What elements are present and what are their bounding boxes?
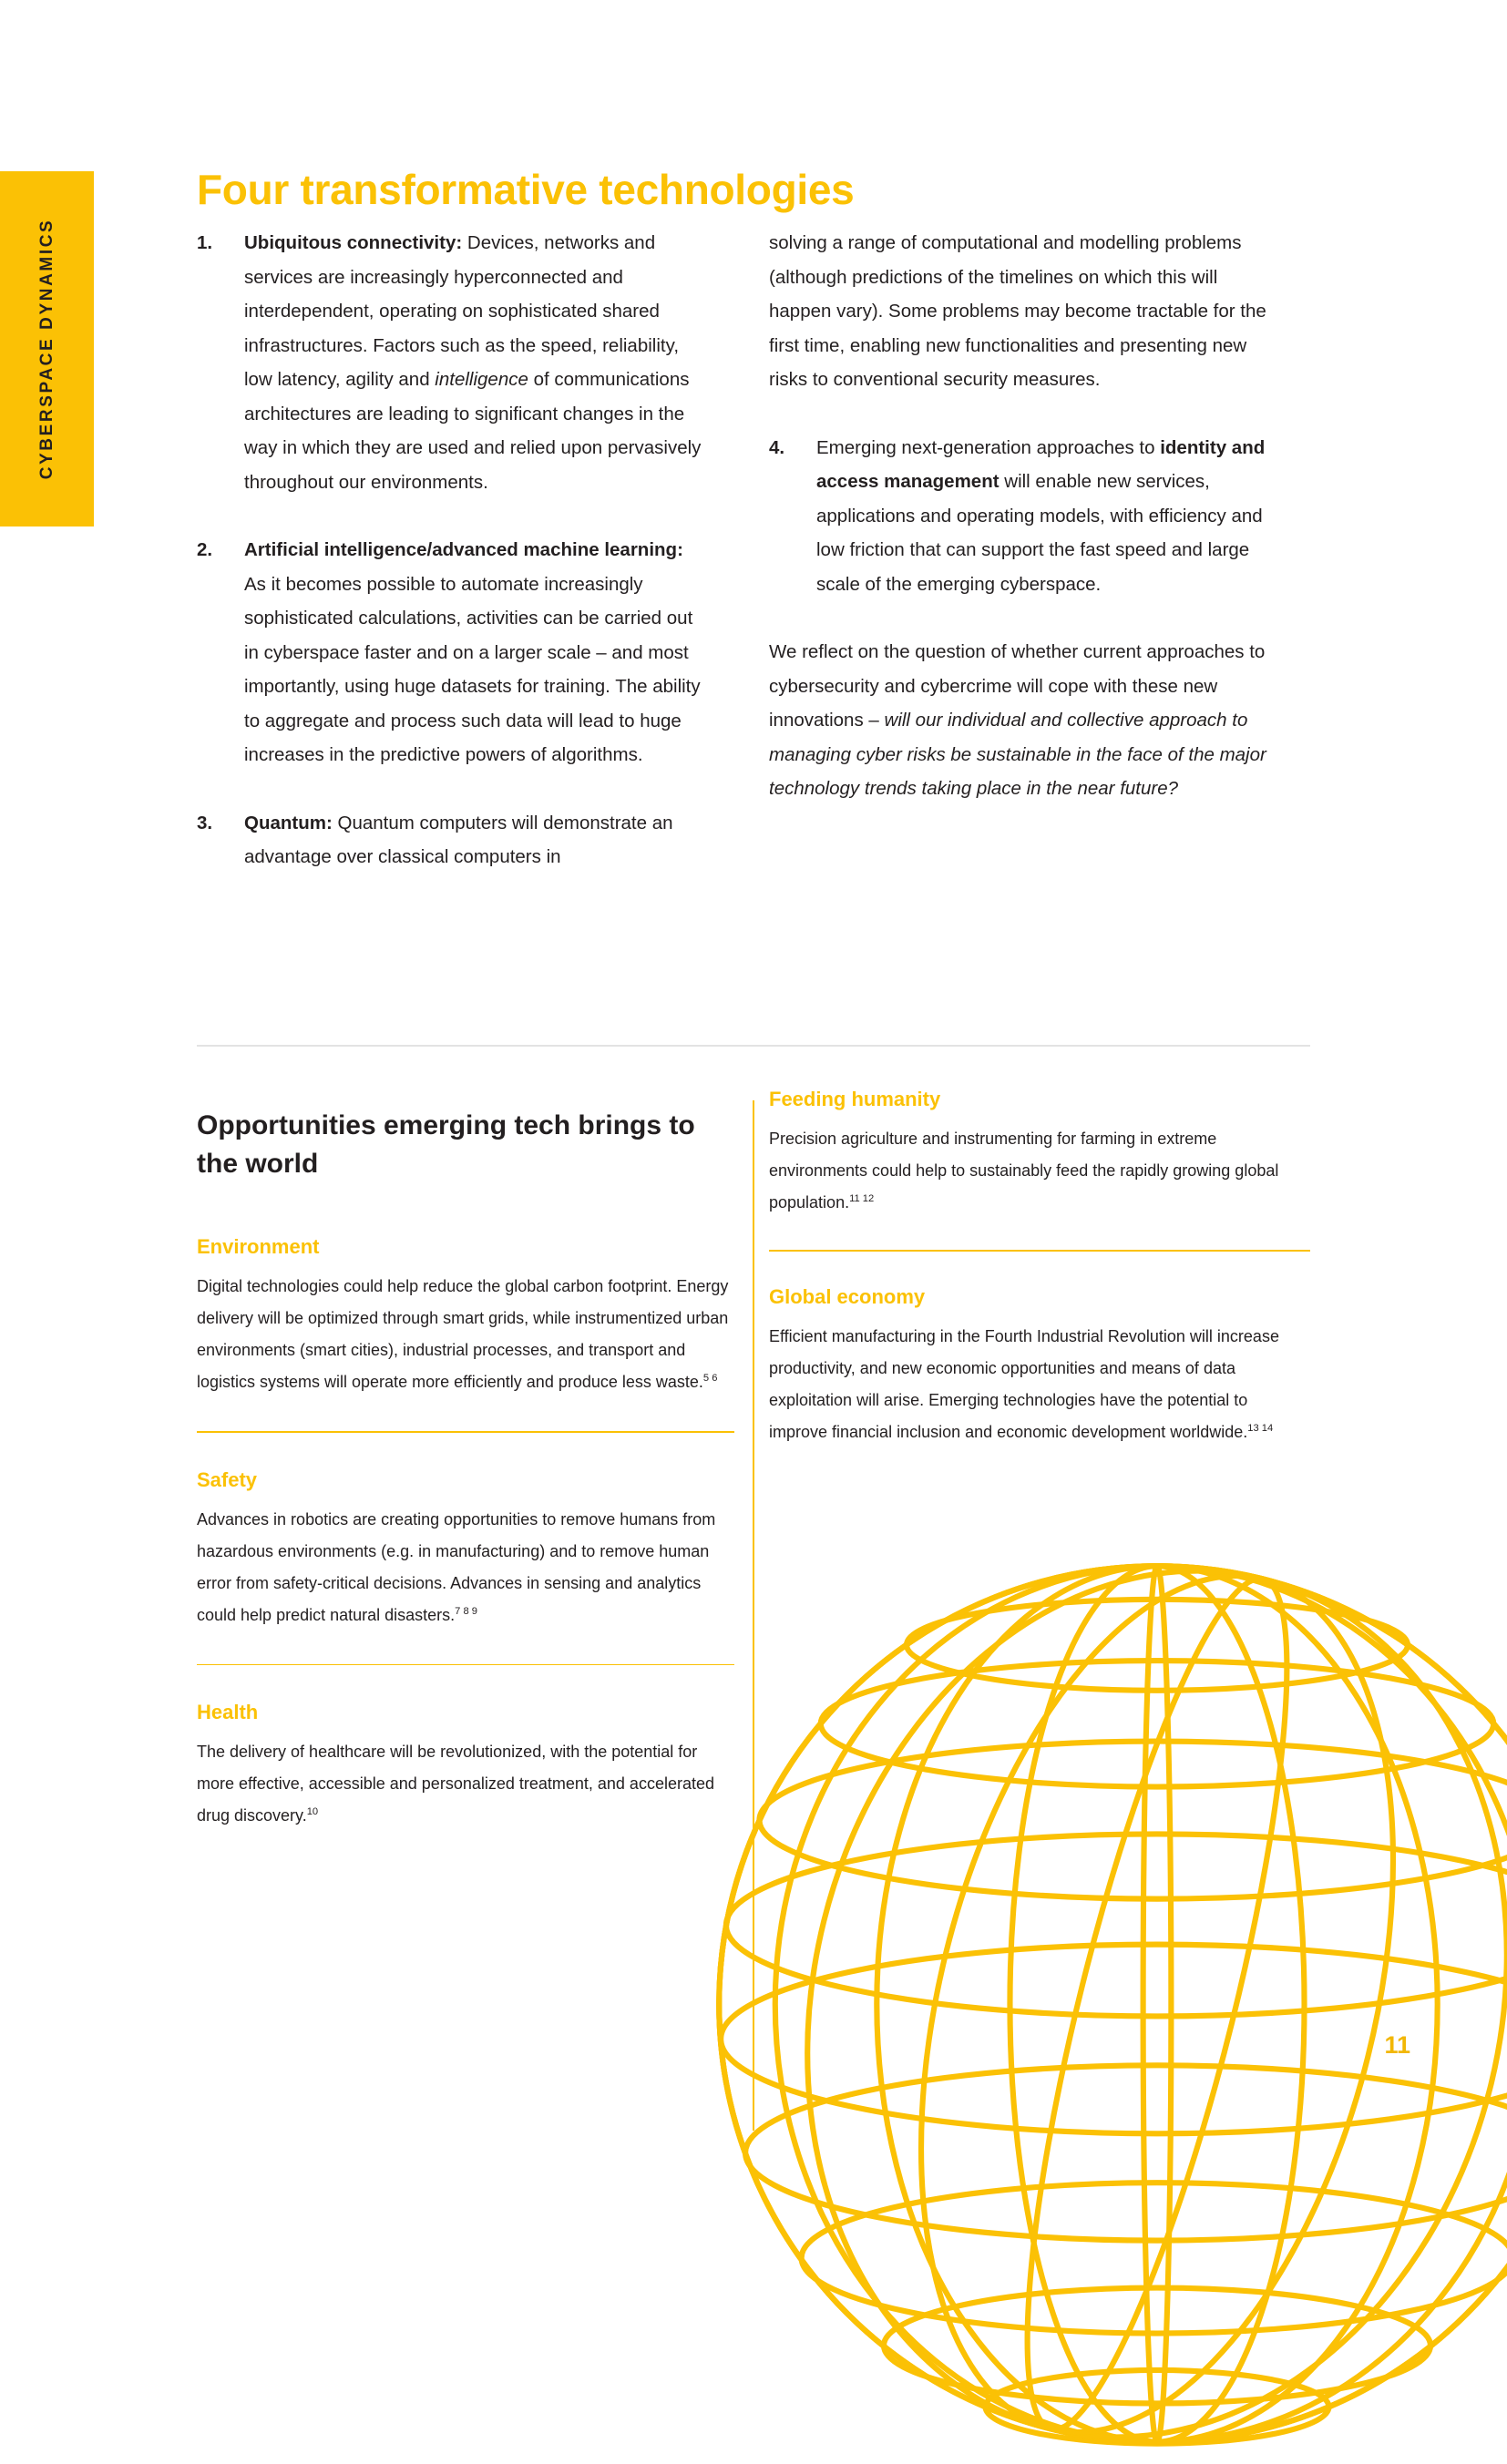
list-item-body-continued: of communications architectures are leading to significant changes in the way in which they are used and relied upon pervasively throughout our environments.	[244, 369, 702, 493]
block-body	[197, 1271, 734, 1398]
opportunities-column-right	[769, 1087, 1310, 1448]
block-body-text: Precision agriculture and instrumenting for farming in extreme environments could help to sustainably feed the rapidly growing global population.	[769, 1130, 1279, 1212]
technologies-list-continued	[769, 431, 1279, 602]
block-body	[197, 1736, 734, 1832]
reflection-paragraph	[769, 635, 1279, 806]
list-item-body: Quantum computers will demonstrate an advantage over classical computers in	[244, 812, 673, 867]
opportunity-block-global-economy	[769, 1284, 1310, 1448]
globe-wireframe-graphic	[702, 1549, 1507, 2459]
technologies-column-right	[769, 226, 1279, 806]
block-heading: Environment	[197, 1235, 320, 1258]
block-body-text: The delivery of healthcare will be revolutionized, with the potential for more effective, accessible and personalized treatment, and accelerated drug discovery.	[197, 1743, 714, 1825]
technologies-list	[197, 226, 707, 874]
opportunity-block-feeding-humanity	[769, 1087, 1310, 1219]
list-item	[197, 226, 707, 499]
footnote-markers: 11 12	[849, 1193, 875, 1204]
footnote-markers: 7 8 9	[455, 1605, 477, 1617]
section-divider	[197, 1045, 1310, 1047]
page-number: 11	[1384, 2031, 1410, 2059]
reflection-roman-text: We reflect on the question of whether current approaches to cybersecurity and cybercrime will cope with these new innovations –	[769, 641, 1266, 731]
footnote-markers: 13 14	[1247, 1422, 1274, 1434]
opportunities-column-left	[197, 1107, 734, 1832]
opportunities-heading: Opportunities emerging tech brings to the world	[197, 1110, 695, 1179]
list-item-number: 4.	[769, 436, 785, 458]
block-body	[197, 1504, 734, 1631]
footnote-markers: 10	[306, 1806, 319, 1817]
technologies-column-left	[197, 226, 707, 908]
column-vertical-rule	[753, 1100, 754, 2131]
list-item-lead: Artificial intelligence/advanced machine learning:	[244, 539, 683, 560]
block-heading: Safety	[197, 1467, 258, 1491]
block-divider-rule	[769, 1250, 1310, 1252]
list-item-lead: Ubiquitous connectivity:	[244, 232, 463, 253]
block-heading: Health	[197, 1701, 259, 1723]
list-item-bold-phrase: identity and access management	[816, 436, 1266, 492]
opportunity-block-health	[197, 1700, 734, 1832]
list-item-body-continued: will enable new services, applications and operating models, with efficiency and low friction that can support the fast speed and large scale of the emerging cyberspace.	[816, 471, 1263, 595]
list-item-number: 1.	[197, 232, 213, 253]
list-item	[197, 533, 707, 772]
list-item-body: Devices, networks and services are increasingly hyperconnected and interdependent, operating on sophisticated shared infrastructures. Factors such as the speed, reliability, low latency, agility and	[244, 232, 680, 390]
footnote-markers: 5 6	[702, 1373, 718, 1384]
list-item	[197, 806, 707, 874]
block-body-text: Advances in robotics are creating opportunities to remove humans from hazardous environments (e.g. in manufacturing) and to remove human error from safety-critical decisions. Advances in sensing and analytics could help predict natural disasters.	[197, 1509, 716, 1624]
list-item-body: As it becomes possible to automate increasingly sophisticated calculations, activities can be carried out in cyberspace faster and on a larger scale – and most importantly, using huge datasets for training. The ability to aggregate and process such data will lead to huge increases in the predictive powers of algorithms.	[244, 573, 701, 765]
reflection-italic-question: will our individual and collective approach to managing cyber risks be sustainable in the face of the major technology trends taking place in the near future?	[769, 710, 1266, 799]
block-body	[769, 1321, 1310, 1448]
block-body-text: Efficient manufacturing in the Fourth Industrial Revolution will increase productivity, and new economic opportunities and means of data exploitation will arise. Emerging technologies have the potential to improve financial inclusion and economic development worldwide.	[769, 1326, 1279, 1441]
block-divider-rule	[197, 1431, 734, 1433]
section-tab-cyberspace-dynamics	[0, 171, 94, 527]
opportunity-block-environment	[197, 1234, 734, 1398]
block-body-text: Digital technologies could help reduce the global carbon footprint. Energy delivery will be optimized through smart grids, while instrumentized urban environments (smart cities), industrial processes, and transport and logistics systems will operate more efficiently and produce less waste.	[197, 1277, 729, 1391]
opportunity-block-safety	[197, 1467, 734, 1631]
block-heading: Global economy	[769, 1284, 926, 1308]
item3-continuation-paragraph: solving a range of computational and modelling problems (although predictions of the timelines on which this will happen vary). Some problems may become tractable for the first time, enabling new functionalities and presenting new risks to conventional security measures.	[769, 232, 1266, 390]
block-body	[769, 1123, 1310, 1219]
list-item-number: 2.	[197, 539, 213, 560]
list-item-body: Emerging next-generation approaches to	[816, 436, 1161, 458]
block-heading: Feeding humanity	[769, 1088, 941, 1110]
block-divider-rule	[197, 1664, 734, 1666]
list-item-number: 3.	[197, 812, 213, 833]
page-title: Four transformative technologies	[197, 165, 855, 213]
list-item	[769, 431, 1279, 602]
section-tab-label: CYBERSPACE DYNAMICS	[36, 218, 56, 480]
list-item-lead: Quantum:	[244, 812, 333, 833]
list-item-italic: intelligence	[435, 369, 528, 390]
